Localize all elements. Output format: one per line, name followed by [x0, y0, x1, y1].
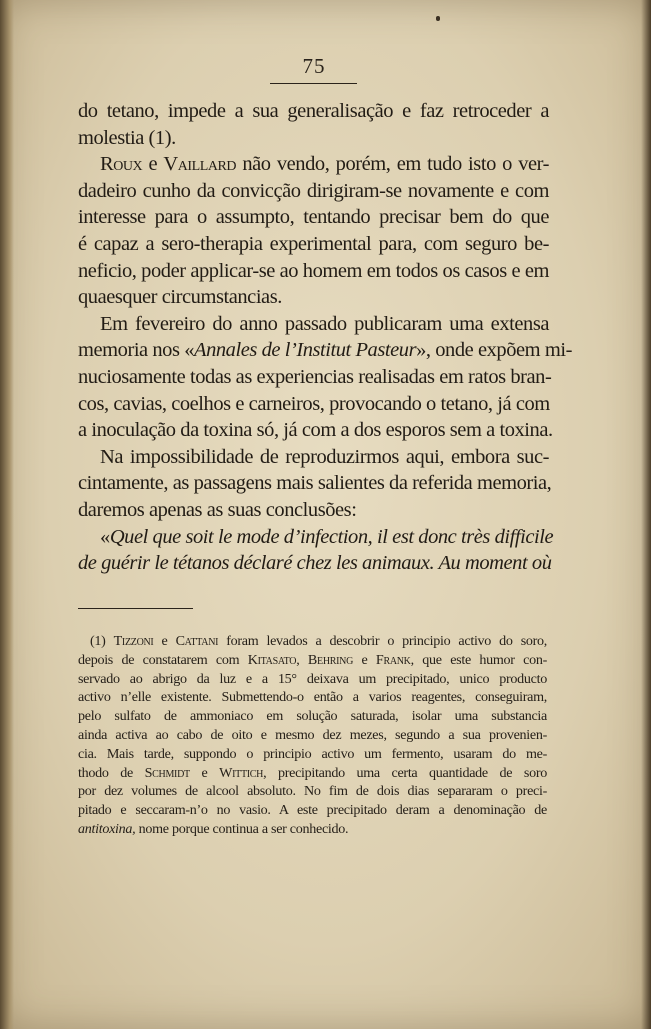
footnote-marker: (1) — [90, 633, 114, 649]
text-run: Em fevereiro do anno passado publicaram uma extensa — [100, 312, 549, 335]
footnote-line — [78, 782, 547, 801]
text-run: , — [296, 651, 308, 668]
text-run: é capaz a sero-therapia experimental para, com seguro be- — [78, 232, 549, 255]
body-line — [78, 470, 552, 497]
text-run: dadeiro cunho da convicção dirigiram-se novamente e com — [78, 179, 549, 202]
author-name: Roux — [100, 153, 143, 176]
journal-title: Annales de l’Institut Pasteur — [194, 339, 417, 362]
body-line — [78, 311, 549, 338]
text-run: memoria nos « — [78, 339, 194, 362]
author-name: Wittich — [219, 764, 264, 781]
page-edge-shadow — [641, 0, 651, 1029]
body-line — [78, 337, 572, 364]
body-line — [78, 444, 549, 471]
body-line — [78, 550, 552, 577]
body-line — [78, 497, 549, 524]
body-line — [78, 178, 549, 205]
text-run: cia. Mais tarde, suppondo o principio activo um fermento, usaram do me- — [78, 745, 547, 762]
text-run: pitado e seccaram-n’o no vasio. A este precipitado deram a denominação de — [78, 802, 547, 819]
text-run: daremos apenas as suas conclusões: — [78, 498, 357, 521]
text-run: », onde expõem mi- — [416, 339, 572, 362]
text-run: activo n’elle existente. Submettendo-o então a varios reagentes, conseguiram, — [78, 689, 547, 706]
text-run: , precipitando uma certa quantidade de soro — [263, 764, 547, 781]
text-run: molestia (1). — [78, 126, 176, 149]
body-line — [78, 391, 549, 418]
text-run: Na impossibilidade de reproduzirmos aqui, embora suc- — [100, 445, 549, 468]
text-run: pelo sulfato de ammoniaco em solução saturada, isolar uma substancia — [78, 708, 547, 725]
text-run: a inoculação da toxina só, já com a dos esporos sem a toxina. — [78, 419, 553, 442]
text-run: cos, cavias, coelhos e carneiros, provocando o tetano, já com — [78, 392, 550, 415]
body-line — [78, 151, 549, 178]
footnote-line — [78, 764, 547, 783]
text-run: neficio, poder applicar-se ao homem em todos os casos e em — [78, 259, 549, 282]
text-run: e — [142, 153, 164, 176]
author-name: Tizzoni — [113, 633, 154, 649]
header-rule — [270, 83, 357, 84]
quotation: Quel que soit le mode d’infection, il est donc très difficile — [109, 525, 554, 548]
author-name: Cattani — [175, 633, 219, 649]
text-run: do tetano, impede a sua generalisação e faz retroceder a — [78, 100, 549, 122]
text-run: por dez volumes de alcool absoluto. No fim de dois dias separaram o preci- — [78, 783, 547, 800]
footnote-line — [78, 726, 547, 745]
footnote-rule — [78, 608, 193, 609]
body-line — [78, 364, 552, 391]
text-run: nuciosamente todas as experiencias realisadas em ratos bran- — [78, 365, 552, 388]
emphasized-term: antitoxina, — [78, 820, 136, 837]
footnote-line — [78, 670, 547, 689]
text-run: e — [189, 764, 220, 781]
text-run: cintamente, as passagens mais salientes da referida memoria, — [78, 472, 552, 495]
text-run: e — [153, 633, 176, 649]
footnote-line — [78, 651, 547, 670]
author-name: Vaillard — [163, 153, 237, 176]
text-run: nome porque continua a ser conhecido. — [135, 820, 349, 837]
body-line — [78, 204, 549, 231]
footnote-line — [78, 688, 547, 707]
footnote — [78, 632, 547, 839]
author-name: Schmidt — [144, 764, 190, 781]
footnote-line — [78, 820, 547, 839]
text-run: interesse para o assumpto, tentando precisar bem do que — [78, 206, 549, 229]
author-name: Behring — [307, 651, 353, 668]
text-run: « — [100, 525, 110, 548]
footnote-line — [78, 632, 547, 651]
author-name: Kitasato — [247, 651, 297, 668]
footnote-line — [78, 801, 547, 820]
body-line — [78, 98, 549, 125]
text-run: foram levados a descobrir o principio activo do soro, — [218, 633, 547, 649]
page-number: 75 — [302, 54, 326, 78]
text-run: thodo de — [78, 764, 145, 781]
text-run: ainda activa ao cabo de oito e mesmo dez mezes, segundo a sua provenien- — [78, 726, 547, 743]
body-line — [78, 417, 553, 444]
text-run: quaesquer circumstancias. — [78, 286, 282, 309]
body-line — [78, 524, 554, 551]
body-line — [78, 231, 549, 258]
text-run: não vendo, porém, em tudo isto o ver- — [236, 153, 550, 176]
body-line — [78, 125, 549, 152]
body-text — [78, 98, 572, 577]
body-line — [78, 258, 549, 285]
footnote-line — [78, 745, 547, 764]
footnote-line — [78, 707, 547, 726]
text-run: servado ao abrigo da luz e a 15° deixava um precipitado, unico producto — [78, 670, 547, 687]
author-name: Frank — [375, 651, 411, 668]
ink-speck — [436, 16, 440, 21]
text-run: e — [353, 651, 376, 668]
page-gutter-shadow — [0, 0, 14, 1029]
text-run: , que este humor con- — [410, 651, 548, 668]
text-run: depois de constatarem com — [78, 651, 248, 668]
body-line — [78, 284, 549, 311]
quotation: de guérir le tétanos déclaré chez les animaux. Au moment où — [78, 552, 552, 575]
